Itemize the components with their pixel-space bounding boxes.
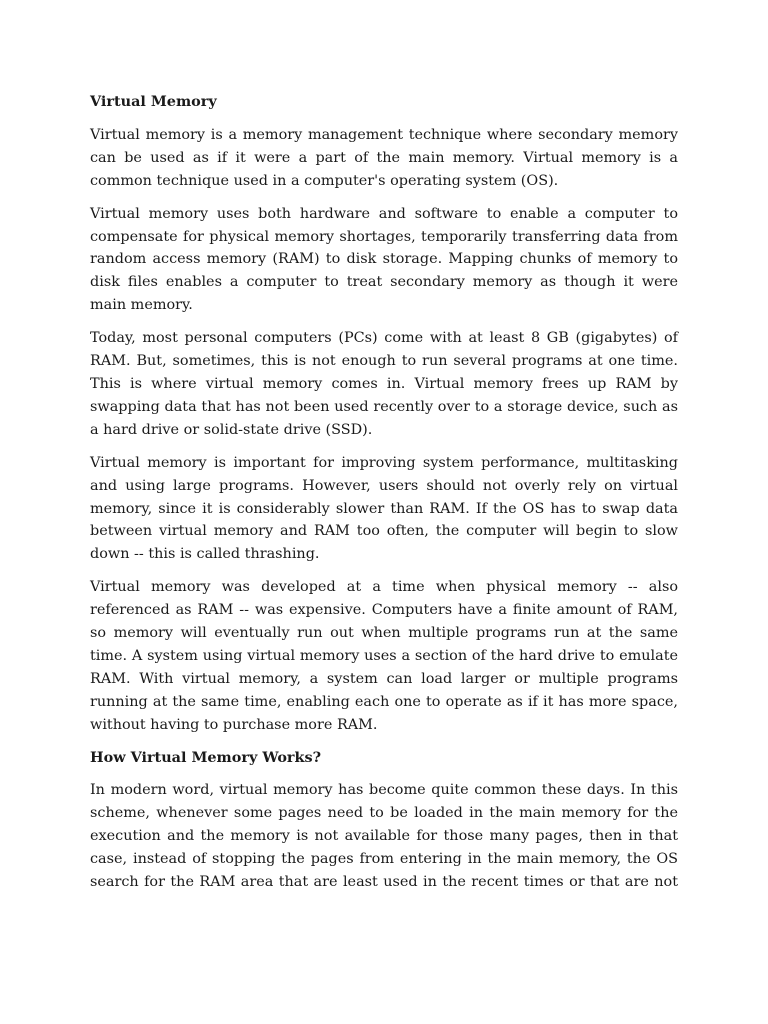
- document-page: [90, 91, 678, 904]
- section-heading-how-it-works: How Virtual Memory Works?: [90, 748, 322, 766]
- paragraph-personal-computers: Today, most personal computers (PCs) come with at least 8 GB (gigabytes) of RAM. But, sometimes, this is not enough to run several programs at one time. This is where virtual memory comes in. Virtual memory frees up RAM by swapping data that has not been used recently over to a storage device, such as a hard drive or solid-state drive (SSD).: [90, 330, 678, 438]
- section-heading-virtual-memory: Virtual Memory: [90, 93, 217, 110]
- paragraph-importance: Virtual memory is important for improving system performance, multitasking and using large programs. However, users should not overly rely on virtual memory, since it is considerably slower than RAM. If the OS has to swap data between virtual memory and RAM too often, the computer will begin to slow down -- this is called thrashing.: [90, 454, 678, 563]
- paragraph-hardware-software: Virtual memory uses both hardware and software to enable a computer to compensate for physical memory shortages, temporarily transferring data from random access memory (RAM) to disk storage. Mapping chunks of memory to disk files enables a computer to treat secondary memory as though it were main memory.: [90, 205, 678, 314]
- paragraph-how-it-works: In modern word, virtual memory has become quite common these days. In this scheme, whenever some pages need to be loaded in the main memory for the execution and the memory is not available for those many pages, then in that case, instead of stopping the pages from entering in the main memory, the OS search for the RAM area that are least used in the recent times or that are not: [90, 782, 678, 891]
- paragraph-history: Virtual memory was developed at a time when physical memory -- also referenced as RAM -- was expensive. Computers have a finite amount of RAM, so memory will eventually run out when multiple programs run at the same time. A system using virtual memory uses a section of the hard drive to emulate RAM. With virtual memory, a system can load larger or multiple programs running at the same time, enabling each one to operate as if it has more space, without having to purchase more RAM.: [90, 579, 678, 733]
- paragraph-definition: Virtual memory is a memory management technique where secondary memory can be used as if it were a part of the main memory. Virtual memory is a common technique used in a computer's operating system (OS).: [90, 126, 678, 189]
